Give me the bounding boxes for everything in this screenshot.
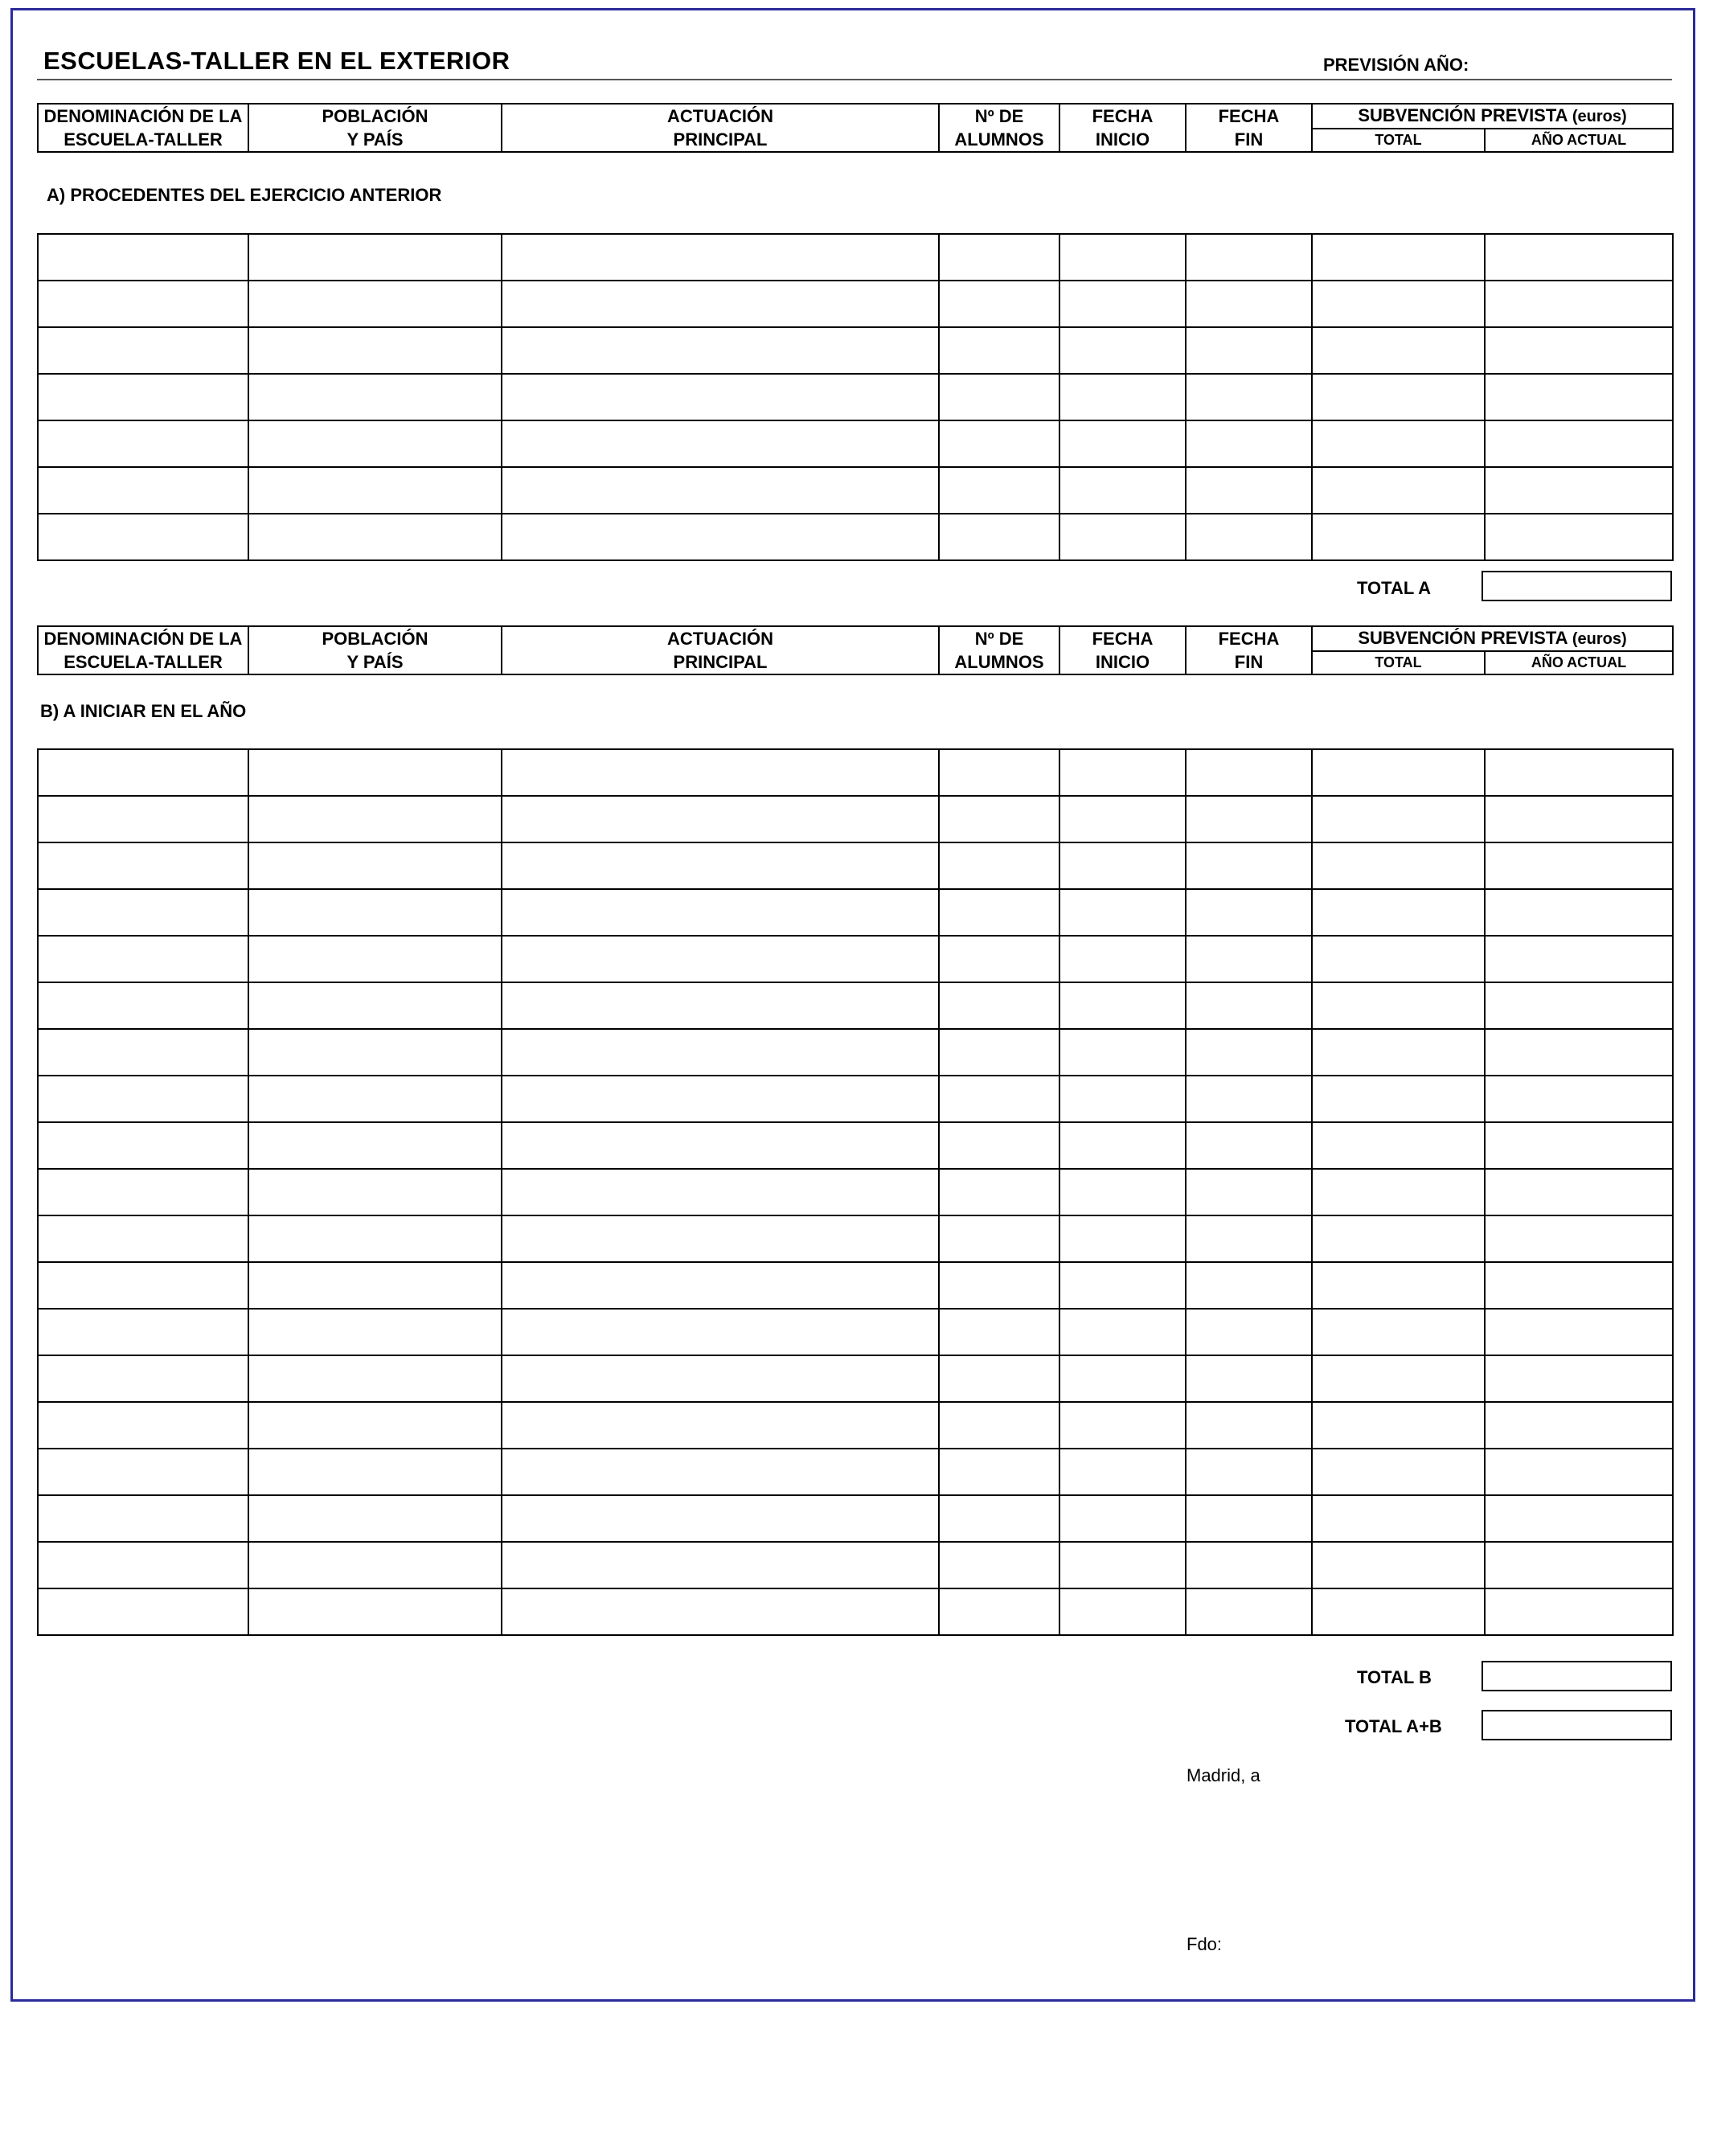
form-cell[interactable] xyxy=(38,936,248,982)
form-cell[interactable] xyxy=(1485,1588,1673,1635)
form-cell[interactable] xyxy=(939,1076,1059,1122)
form-cell[interactable] xyxy=(1312,467,1485,514)
form-cell[interactable] xyxy=(248,281,502,327)
column-header-end-date: FECHA FIN xyxy=(1186,626,1312,674)
section-a-heading: A) PROCEDENTES DEL EJERCICIO ANTERIOR xyxy=(47,185,442,205)
form-cell[interactable] xyxy=(1485,1309,1673,1355)
form-cell[interactable] xyxy=(1059,1169,1186,1215)
form-cell[interactable] xyxy=(1186,1309,1312,1355)
column-header-subsidy-total: TOTAL xyxy=(1312,651,1485,674)
form-cell[interactable] xyxy=(939,374,1059,420)
forecast-year-label: PREVISIÓN AÑO: xyxy=(1323,55,1469,75)
form-cell[interactable] xyxy=(1059,374,1186,420)
form-cell[interactable] xyxy=(248,1215,502,1262)
form-cell[interactable] xyxy=(1312,1122,1485,1169)
table-row xyxy=(38,1076,1673,1122)
form-cell[interactable] xyxy=(1059,327,1186,374)
form-cell[interactable] xyxy=(1312,982,1485,1029)
form-cell[interactable] xyxy=(939,842,1059,889)
table-row xyxy=(38,982,1673,1029)
form-cell[interactable] xyxy=(502,1355,939,1402)
form-cell[interactable] xyxy=(38,514,248,560)
table-row xyxy=(38,514,1673,560)
form-cell[interactable] xyxy=(1485,842,1673,889)
form-cell[interactable] xyxy=(1312,1076,1485,1122)
form-cell[interactable] xyxy=(502,467,939,514)
form-cell[interactable] xyxy=(1485,796,1673,842)
form-cell[interactable] xyxy=(1485,1262,1673,1309)
form-cell[interactable] xyxy=(1485,1495,1673,1542)
form-cell[interactable] xyxy=(502,1169,939,1215)
form-cell[interactable] xyxy=(1059,1495,1186,1542)
form-cell[interactable] xyxy=(38,1262,248,1309)
form-cell[interactable] xyxy=(939,1215,1059,1262)
form-cell[interactable] xyxy=(38,467,248,514)
form-cell[interactable] xyxy=(1059,1262,1186,1309)
form-cell[interactable] xyxy=(502,514,939,560)
form-cell[interactable] xyxy=(502,982,939,1029)
form-cell[interactable] xyxy=(38,234,248,281)
form-cell[interactable] xyxy=(248,1262,502,1309)
form-cell[interactable] xyxy=(1312,234,1485,281)
form-cell[interactable] xyxy=(939,936,1059,982)
table-row xyxy=(38,1029,1673,1076)
form-cell[interactable] xyxy=(1485,1122,1673,1169)
form-cell[interactable] xyxy=(1485,1402,1673,1449)
form-cell[interactable] xyxy=(502,1076,939,1122)
column-header-start-date: FECHA INICIO xyxy=(1059,104,1186,152)
form-cell[interactable] xyxy=(1485,374,1673,420)
table-header-b xyxy=(37,625,1674,675)
total-ab-field[interactable] xyxy=(1482,1710,1672,1740)
form-cell[interactable] xyxy=(1312,1262,1485,1309)
form-cell[interactable] xyxy=(1312,889,1485,936)
form-cell[interactable] xyxy=(1485,936,1673,982)
form-cell[interactable] xyxy=(1312,749,1485,796)
form-cell[interactable] xyxy=(1186,1215,1312,1262)
form-cell[interactable] xyxy=(1312,1449,1485,1495)
form-cell[interactable] xyxy=(502,1402,939,1449)
total-a-label: TOTAL A xyxy=(1357,578,1432,598)
form-cell[interactable] xyxy=(1059,514,1186,560)
form-cell[interactable] xyxy=(248,1495,502,1542)
form-cell[interactable] xyxy=(1059,1029,1186,1076)
form-cell[interactable] xyxy=(1186,1122,1312,1169)
form-cell[interactable] xyxy=(502,889,939,936)
form-cell[interactable] xyxy=(1059,1542,1186,1588)
form-cell[interactable] xyxy=(939,1449,1059,1495)
form-cell[interactable] xyxy=(1186,796,1312,842)
form-cell[interactable] xyxy=(502,234,939,281)
form-cell[interactable] xyxy=(248,514,502,560)
total-a-field[interactable] xyxy=(1482,571,1672,601)
form-cell[interactable] xyxy=(1485,1542,1673,1588)
form-cell[interactable] xyxy=(1186,889,1312,936)
form-cell[interactable] xyxy=(1485,889,1673,936)
signature-label: Fdo: xyxy=(1186,1934,1223,1954)
form-cell[interactable] xyxy=(1186,842,1312,889)
form-cell[interactable] xyxy=(502,1588,939,1635)
form-cell[interactable] xyxy=(1059,936,1186,982)
form-cell[interactable] xyxy=(248,1076,502,1122)
form-cell[interactable] xyxy=(38,1029,248,1076)
form-cell[interactable] xyxy=(1186,1402,1312,1449)
column-header-subsidy-current-year: AÑO ACTUAL xyxy=(1485,651,1673,674)
form-cell[interactable] xyxy=(38,1169,248,1215)
form-cell[interactable] xyxy=(939,1262,1059,1309)
column-header-subsidy-current-year: AÑO ACTUAL xyxy=(1485,129,1673,152)
form-cell[interactable] xyxy=(1059,1122,1186,1169)
form-cell[interactable] xyxy=(1485,234,1673,281)
column-header-name: DENOMINACIÓN DE LA ESCUELA-TALLER xyxy=(38,104,248,152)
form-cell[interactable] xyxy=(1059,1402,1186,1449)
table-row xyxy=(38,467,1673,514)
form-cell[interactable] xyxy=(38,374,248,420)
table-header-a xyxy=(37,103,1674,153)
form-cell[interactable] xyxy=(1186,514,1312,560)
form-cell[interactable] xyxy=(1186,1542,1312,1588)
form-cell[interactable] xyxy=(248,796,502,842)
form-cell[interactable] xyxy=(1312,1169,1485,1215)
form-cell[interactable] xyxy=(38,1495,248,1542)
form-cell[interactable] xyxy=(1312,1355,1485,1402)
form-cell[interactable] xyxy=(1059,1355,1186,1402)
form-cell[interactable] xyxy=(1186,374,1312,420)
form-cell[interactable] xyxy=(248,1122,502,1169)
form-cell[interactable] xyxy=(1186,234,1312,281)
title-divider xyxy=(37,79,1672,80)
form-cell[interactable] xyxy=(502,796,939,842)
form-cell[interactable] xyxy=(1059,420,1186,467)
form-cell[interactable] xyxy=(38,1076,248,1122)
form-cell[interactable] xyxy=(1186,1449,1312,1495)
form-cell[interactable] xyxy=(939,1355,1059,1402)
table-row xyxy=(38,1309,1673,1355)
form-cell[interactable] xyxy=(248,889,502,936)
form-cell[interactable] xyxy=(1059,1215,1186,1262)
form-cell[interactable] xyxy=(502,1029,939,1076)
form-cell[interactable] xyxy=(1312,327,1485,374)
form-cell[interactable] xyxy=(248,982,502,1029)
form-cell[interactable] xyxy=(502,1215,939,1262)
table-row xyxy=(38,1355,1673,1402)
form-cell[interactable] xyxy=(939,281,1059,327)
form-cell[interactable] xyxy=(939,1122,1059,1169)
table-row xyxy=(38,796,1673,842)
form-cell[interactable] xyxy=(248,936,502,982)
table-row xyxy=(38,1215,1673,1262)
form-cell[interactable] xyxy=(939,1309,1059,1355)
form-cell[interactable] xyxy=(939,1169,1059,1215)
table-row xyxy=(38,842,1673,889)
form-cell[interactable] xyxy=(1485,1355,1673,1402)
form-cell[interactable] xyxy=(502,842,939,889)
section-a-table xyxy=(37,233,1674,561)
form-cell[interactable] xyxy=(1312,1215,1485,1262)
column-header-students: Nº DE ALUMNOS xyxy=(939,104,1059,152)
form-cell[interactable] xyxy=(1059,889,1186,936)
form-cell[interactable] xyxy=(248,1449,502,1495)
form-cell[interactable] xyxy=(502,749,939,796)
table-row xyxy=(38,1588,1673,1635)
total-b-label: TOTAL B xyxy=(1357,1667,1432,1687)
form-cell[interactable] xyxy=(1186,982,1312,1029)
form-cell[interactable] xyxy=(939,420,1059,467)
form-cell[interactable] xyxy=(1485,420,1673,467)
table-row xyxy=(38,1169,1673,1215)
form-cell[interactable] xyxy=(38,1309,248,1355)
form-cell[interactable] xyxy=(1485,281,1673,327)
place-date-label: Madrid, a xyxy=(1186,1765,1260,1785)
table-row xyxy=(38,234,1673,281)
form-cell[interactable] xyxy=(502,1122,939,1169)
form-cell[interactable] xyxy=(38,1588,248,1635)
form-cell[interactable] xyxy=(248,327,502,374)
form-cell[interactable] xyxy=(1186,1029,1312,1076)
form-cell[interactable] xyxy=(1186,420,1312,467)
column-header-subsidy: SUBVENCIÓN PREVISTA (euros) xyxy=(1312,626,1673,651)
form-cell[interactable] xyxy=(502,327,939,374)
form-cell[interactable] xyxy=(1485,327,1673,374)
form-cell[interactable] xyxy=(1186,1169,1312,1215)
form-cell[interactable] xyxy=(38,1355,248,1402)
form-cell[interactable] xyxy=(939,327,1059,374)
table-row xyxy=(38,1122,1673,1169)
table-row xyxy=(38,281,1673,327)
form-cell[interactable] xyxy=(248,842,502,889)
form-cell[interactable] xyxy=(248,374,502,420)
form-cell[interactable] xyxy=(1059,749,1186,796)
table-row xyxy=(38,749,1673,796)
form-cell[interactable] xyxy=(1485,467,1673,514)
form-cell[interactable] xyxy=(1059,281,1186,327)
form-cell[interactable] xyxy=(939,796,1059,842)
form-cell[interactable] xyxy=(1059,234,1186,281)
form-title: ESCUELAS-TALLER EN EL EXTERIOR xyxy=(43,47,510,75)
form-cell[interactable] xyxy=(1312,842,1485,889)
form-cell[interactable] xyxy=(1186,936,1312,982)
form-cell[interactable] xyxy=(939,1495,1059,1542)
form-cell[interactable] xyxy=(38,1122,248,1169)
form-cell[interactable] xyxy=(1485,749,1673,796)
form-cell[interactable] xyxy=(38,889,248,936)
form-cell[interactable] xyxy=(1485,1029,1673,1076)
form-cell[interactable] xyxy=(939,1402,1059,1449)
column-header-name: DENOMINACIÓN DE LA ESCUELA-TALLER xyxy=(38,626,248,674)
form-cell[interactable] xyxy=(248,234,502,281)
form-cell[interactable] xyxy=(1186,1588,1312,1635)
form-cell[interactable] xyxy=(939,1588,1059,1635)
table-row xyxy=(38,889,1673,936)
section-b-table xyxy=(37,748,1674,1636)
form-cell[interactable] xyxy=(502,1542,939,1588)
form-cell[interactable] xyxy=(38,420,248,467)
form-cell[interactable] xyxy=(1186,1076,1312,1122)
form-cell[interactable] xyxy=(38,982,248,1029)
form-cell[interactable] xyxy=(1312,1588,1485,1635)
form-cell[interactable] xyxy=(939,889,1059,936)
form-cell[interactable] xyxy=(248,1029,502,1076)
form-cell[interactable] xyxy=(38,796,248,842)
form-cell[interactable] xyxy=(1059,1076,1186,1122)
form-cell[interactable] xyxy=(1485,1215,1673,1262)
form-cell[interactable] xyxy=(1312,281,1485,327)
form-cell[interactable] xyxy=(1059,842,1186,889)
form-cell[interactable] xyxy=(1312,374,1485,420)
form-cell[interactable] xyxy=(1312,1542,1485,1588)
form-cell[interactable] xyxy=(939,982,1059,1029)
form-cell[interactable] xyxy=(38,327,248,374)
column-header-subsidy-total: TOTAL xyxy=(1312,129,1485,152)
form-cell[interactable] xyxy=(502,420,939,467)
form-cell[interactable] xyxy=(1312,420,1485,467)
form-cell[interactable] xyxy=(38,1449,248,1495)
form-cell[interactable] xyxy=(1485,1076,1673,1122)
form-cell[interactable] xyxy=(502,1449,939,1495)
form-cell[interactable] xyxy=(248,1588,502,1635)
form-cell[interactable] xyxy=(38,1542,248,1588)
form-cell[interactable] xyxy=(1312,1495,1485,1542)
table-row xyxy=(38,1495,1673,1542)
form-cell[interactable] xyxy=(1312,936,1485,982)
form-cell[interactable] xyxy=(939,1542,1059,1588)
table-row xyxy=(38,1542,1673,1588)
total-b-field[interactable] xyxy=(1482,1661,1672,1691)
table-row xyxy=(38,420,1673,467)
form-cell[interactable] xyxy=(502,936,939,982)
form-cell[interactable] xyxy=(1485,1169,1673,1215)
form-cell[interactable] xyxy=(1186,467,1312,514)
form-cell[interactable] xyxy=(502,281,939,327)
form-cell[interactable] xyxy=(1485,982,1673,1029)
column-header-students: Nº DE ALUMNOS xyxy=(939,626,1059,674)
form-cell[interactable] xyxy=(1059,1449,1186,1495)
form-cell[interactable] xyxy=(38,1402,248,1449)
form-cell[interactable] xyxy=(1186,1262,1312,1309)
form-cell[interactable] xyxy=(502,1262,939,1309)
form-cell[interactable] xyxy=(38,842,248,889)
column-header-end-date: FECHA FIN xyxy=(1186,104,1312,152)
form-cell[interactable] xyxy=(248,1402,502,1449)
form-cell[interactable] xyxy=(248,467,502,514)
form-cell[interactable] xyxy=(1485,514,1673,560)
form-cell[interactable] xyxy=(1312,796,1485,842)
column-header-activity: ACTUACIÓN PRINCIPAL xyxy=(502,626,939,674)
form-cell[interactable] xyxy=(248,1542,502,1588)
column-header-start-date: FECHA INICIO xyxy=(1059,626,1186,674)
form-cell[interactable] xyxy=(1312,1029,1485,1076)
total-ab-label: TOTAL A+B xyxy=(1345,1716,1442,1736)
form-cell[interactable] xyxy=(939,234,1059,281)
form-cell[interactable] xyxy=(1059,1588,1186,1635)
form-cell[interactable] xyxy=(502,374,939,420)
form-cell[interactable] xyxy=(1059,982,1186,1029)
form-cell[interactable] xyxy=(248,1355,502,1402)
form-cell[interactable] xyxy=(939,467,1059,514)
form-cell[interactable] xyxy=(248,1309,502,1355)
table-row xyxy=(38,1262,1673,1309)
form-cell[interactable] xyxy=(1312,1402,1485,1449)
form-cell[interactable] xyxy=(1186,749,1312,796)
form-cell[interactable] xyxy=(1186,281,1312,327)
table-row xyxy=(38,1402,1673,1449)
form-cell[interactable] xyxy=(38,1215,248,1262)
column-header-location: POBLACIÓN Y PAÍS xyxy=(248,626,502,674)
table-row xyxy=(38,1449,1673,1495)
form-cell[interactable] xyxy=(1186,1495,1312,1542)
form-cell[interactable] xyxy=(1186,327,1312,374)
form-cell[interactable] xyxy=(38,749,248,796)
form-cell[interactable] xyxy=(1186,1355,1312,1402)
form-cell[interactable] xyxy=(939,1029,1059,1076)
form-cell[interactable] xyxy=(1485,1449,1673,1495)
column-header-subsidy: SUBVENCIÓN PREVISTA (euros) xyxy=(1312,104,1673,129)
section-b-heading: B) A INICIAR EN EL AÑO xyxy=(40,701,247,721)
form-cell[interactable] xyxy=(1059,1309,1186,1355)
column-header-location: POBLACIÓN Y PAÍS xyxy=(248,104,502,152)
form-cell[interactable] xyxy=(1312,514,1485,560)
form-cell[interactable] xyxy=(1059,796,1186,842)
table-row xyxy=(38,327,1673,374)
table-row xyxy=(38,936,1673,982)
form-cell[interactable] xyxy=(248,1169,502,1215)
form-cell[interactable] xyxy=(502,1309,939,1355)
form-cell[interactable] xyxy=(502,1495,939,1542)
form-cell[interactable] xyxy=(939,749,1059,796)
form-cell[interactable] xyxy=(248,420,502,467)
form-cell[interactable] xyxy=(1059,467,1186,514)
table-row xyxy=(38,374,1673,420)
form-cell[interactable] xyxy=(1312,1309,1485,1355)
form-cell[interactable] xyxy=(939,514,1059,560)
form-cell[interactable] xyxy=(248,749,502,796)
column-header-activity: ACTUACIÓN PRINCIPAL xyxy=(502,104,939,152)
form-cell[interactable] xyxy=(38,281,248,327)
